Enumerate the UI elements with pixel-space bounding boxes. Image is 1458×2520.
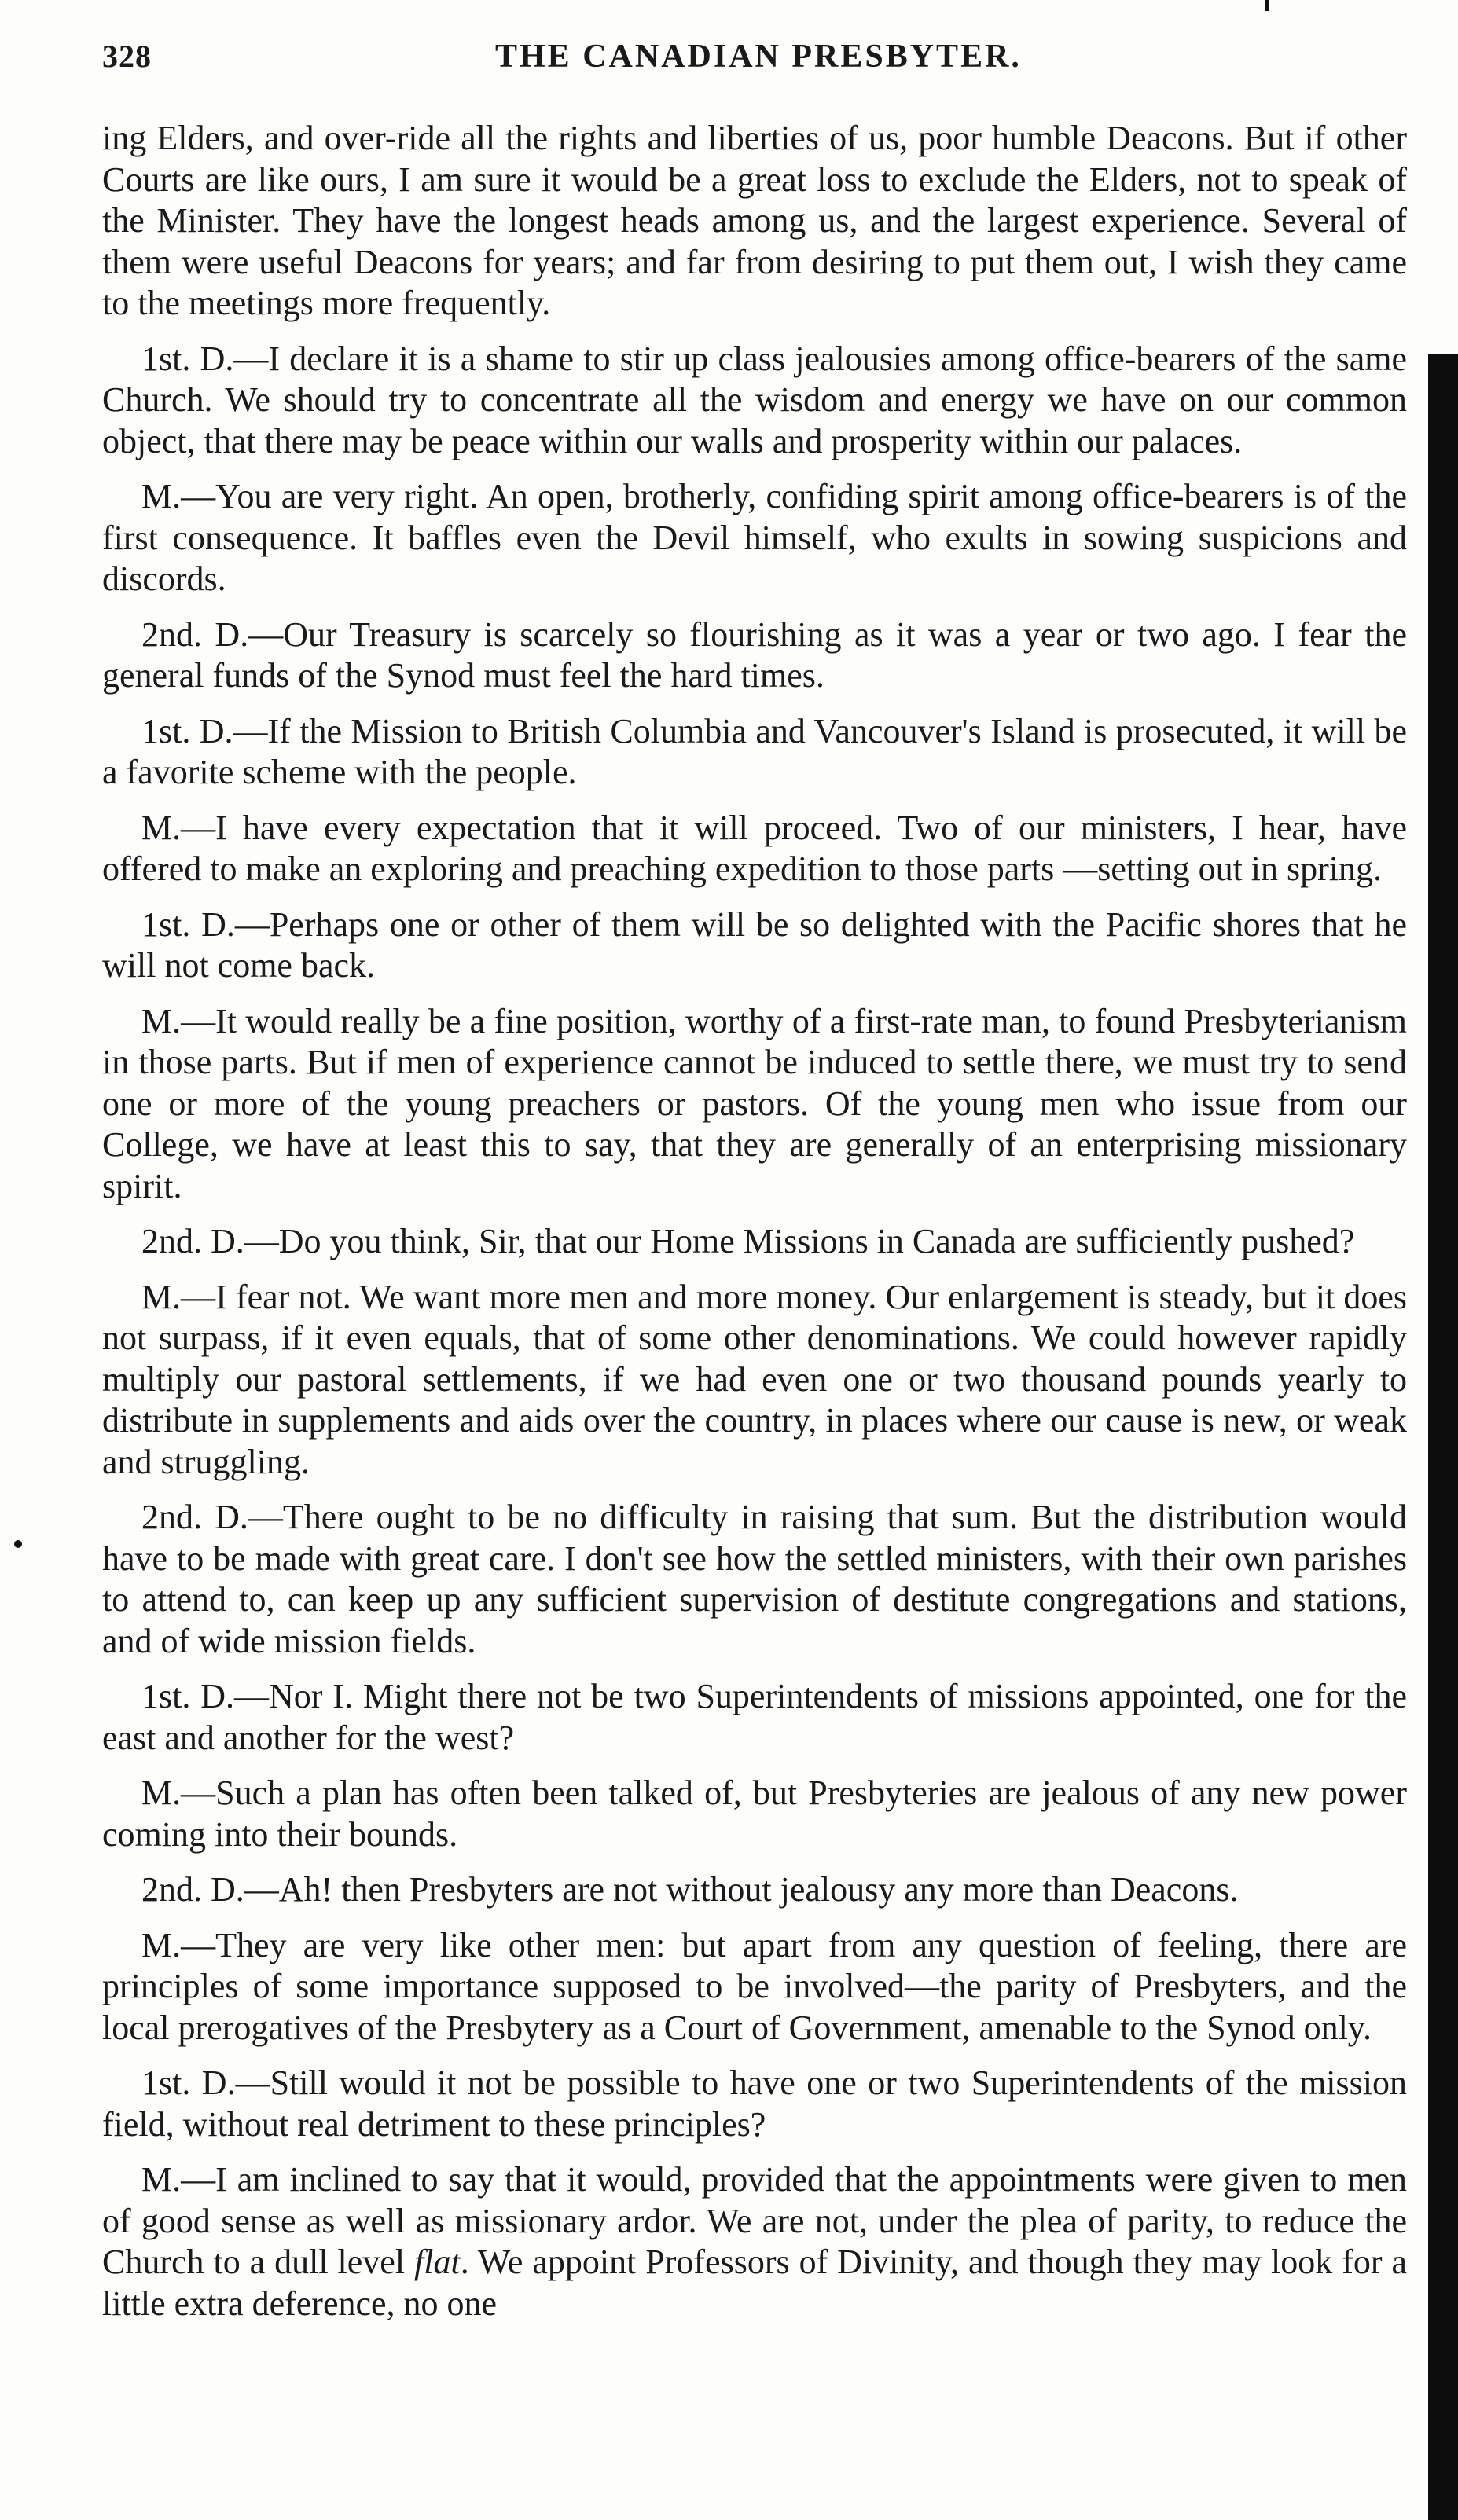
- paragraph-dialogue: M.—They are very like other men: but apart from any question of feeling, there are principles of some importance supposed to be involved—the parity of Presbyters, and the local prerogatives of the Presbytery as a Court of Government, amenable to the Synod only.: [102, 1925, 1407, 2047]
- paragraph-dialogue: 1st. D.—I declare it is a shame to stir up class jealousies among office-bearers of the same Church. We should try to concentrate all the wisdom and energy we have on our common object, that there may be peace within our walls and prosperity within our palaces.: [102, 339, 1407, 460]
- paragraph-dialogue: 2nd. D.—Ah! then Presbyters are not without jealousy any more than Deacons.: [141, 1870, 1239, 1909]
- paragraph-dialogue: M.—I fear not. We want more men and more money. Our enlargement is steady, but it does not surpass, if it even equals, that of some other denominations. We could however rapidly multiply our pastoral settlements, if we had even one or two thousand pounds yearly to distribute in supplements and aids over the country, in places where our cause is new, or weak and struggling.: [102, 1277, 1407, 1481]
- paragraph-dialogue: 2nd. D.—Do you think, Sir, that our Home Missions in Canada are sufficiently pushed?: [141, 1222, 1355, 1260]
- paragraph-dialogue: 1st. D.—If the Mission to British Columbia and Vancouver's Island is prosecuted, it will be a favorite scheme with the people.: [102, 711, 1407, 791]
- paragraph-dialogue: M.—Such a plan has often been talked of, but Presbyteries are jealous of any new power coming into their bounds.: [102, 1774, 1407, 1854]
- print-mark: [1265, 0, 1269, 11]
- emphasis-word: flat: [414, 2243, 461, 2281]
- binding-edge-shadow: [1428, 354, 1458, 2520]
- page-header: [102, 38, 1407, 93]
- paragraph-dialogue: M.—I am inclined to say that it would, provided that the appointments were given to men of good sense as well as missionary ardor. We are not, under the plea of parity, to reduce the Church to a dull level flat. We appoint Professors of Divinity, and though they may look for a little extra deference, no one: [102, 2160, 1407, 2323]
- paragraph-dialogue: M.—It would really be a fine position, worthy of a first-rate man, to found Presbyterianism in those parts. But if men of experience cannot be induced to settle there, we must try to send one or more of the young preachers or pastors. Of the young men who issue from our College, we have at least this to say, that they are generally of an enterprising missionary spirit.: [102, 1001, 1407, 1205]
- paragraph-continuation: ing Elders, and over-ride all the rights and liberties of us, poor humble Deacons. But if other Courts are like ours, I am sure it would be a great loss to exclude the Elders, not to speak of the Minister. They have the longest heads among us, and the largest experience. Several of them were useful Deacons for years; and far from desiring to put them out, I wish they came to the meetings more frequently.: [102, 119, 1407, 322]
- paragraph-dialogue: M.—I have every expectation that it will proceed. Two of our ministers, I hear, have offered to make an exploring and preaching expedition to those parts —setting out in spring.: [102, 808, 1407, 888]
- page-number: 328: [102, 39, 152, 74]
- article-body: [102, 118, 1407, 2338]
- paragraph-dialogue: 2nd. D.—Our Treasury is scarcely so flourishing as it was a year or two ago. I fear the general funds of the Synod must feel the hard times.: [102, 614, 1407, 695]
- running-title: THE CANADIAN PRESBYTER.: [495, 39, 1022, 75]
- paragraph-dialogue: 1st. D.—Still would it not be possible to have one or two Superintendents of the mission field, without real detriment to these principles?: [102, 2063, 1407, 2144]
- paragraph-dialogue: 2nd. D.—There ought to be no difficulty in raising that sum. But the distribution would have to be made with great care. I don't see how the settled ministers, with their own parishes to attend to, can keep up any sufficient supervision of destitute congregations and stations, and of wide mission fields.: [102, 1498, 1407, 1660]
- paragraph-dialogue: M.—You are very right. An open, brotherly, confiding spirit among office-bearers is of the first consequence. It baffles even the Devil himself, who exults in sowing suspicions and discords.: [102, 477, 1407, 598]
- paragraph-dialogue: 1st. D.—Perhaps one or other of them will be so delighted with the Pacific shores that he will not come back.: [102, 904, 1407, 985]
- paragraph-dialogue: 1st. D.—Nor I. Might there not be two Superintendents of missions appointed, one for the east and another for the west?: [102, 1677, 1407, 1757]
- scan-speck: [14, 1540, 22, 1548]
